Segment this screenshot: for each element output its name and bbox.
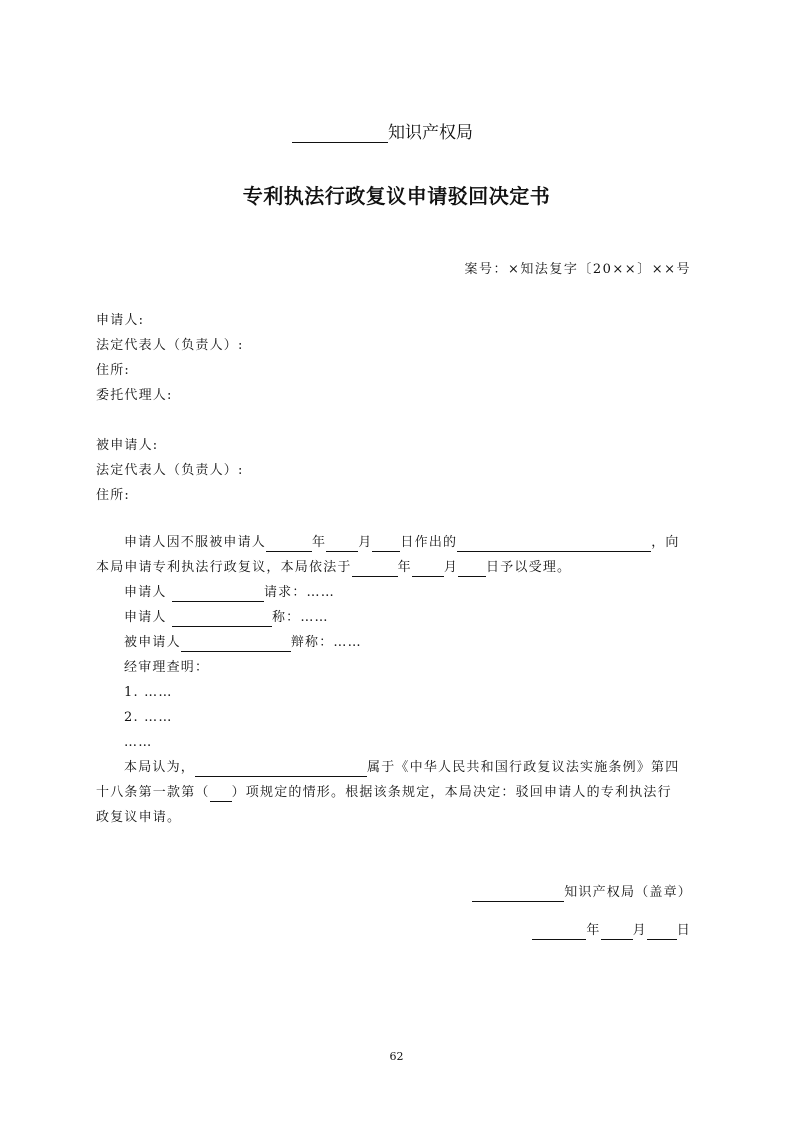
paragraph-1-line-1 bbox=[124, 534, 680, 552]
respondent-name-label: 被申请人: bbox=[96, 438, 159, 453]
p1-text-a: 申请人因不服被申请人 bbox=[124, 535, 267, 550]
finding-ellipsis: …… bbox=[124, 735, 153, 750]
p2-text-a: 本局申请专利执法行政复议，本局依法于 bbox=[96, 560, 352, 575]
finding-item-2: 2. …… bbox=[124, 710, 173, 725]
claim-suffix: 称：…… bbox=[271, 610, 329, 625]
blank-respondent-defense bbox=[181, 637, 291, 652]
blank-decision-name bbox=[457, 537, 651, 552]
applicant-rep-label: 法定代表人（负责人）: bbox=[96, 338, 244, 353]
respondent-address-label: 住所: bbox=[96, 488, 130, 503]
finding-item-1: 1. …… bbox=[124, 685, 173, 700]
office-suffix: 知识产权局 bbox=[388, 123, 473, 143]
claim-label: 申请人 bbox=[124, 610, 167, 625]
conclusion-line-1 bbox=[124, 759, 679, 777]
case-number: 案号：×知法复字〔20××〕××号 bbox=[464, 262, 691, 277]
blank-signature-office bbox=[472, 887, 564, 902]
conclusion-line-3: 政复议申请。 bbox=[96, 810, 182, 825]
signature-office bbox=[472, 884, 692, 902]
blank-applicant-claim bbox=[172, 612, 272, 627]
blank-sign-day bbox=[647, 925, 677, 940]
applicant-claim-line bbox=[124, 609, 329, 627]
blank-applicant-request bbox=[172, 587, 264, 602]
signature-date bbox=[532, 922, 691, 940]
page-number: 62 bbox=[389, 1050, 404, 1063]
office-seal-label: 知识产权局（盖章） bbox=[564, 885, 692, 900]
applicant-address-label: 住所: bbox=[96, 363, 130, 378]
defense-suffix: 辩称：…… bbox=[290, 635, 362, 650]
p2-month: 月 bbox=[443, 560, 459, 575]
sign-day: 日 bbox=[676, 923, 691, 938]
sign-month: 月 bbox=[632, 923, 647, 938]
blank-conclusion-reason bbox=[195, 762, 367, 777]
conclusion-line-2 bbox=[96, 784, 672, 802]
request-suffix: 请求：…… bbox=[263, 585, 335, 600]
office-name-blank bbox=[292, 124, 388, 143]
blank-day-2 bbox=[458, 562, 486, 577]
blank-item-number bbox=[210, 787, 232, 802]
applicant-request-line bbox=[124, 584, 335, 602]
p1-year: 年 bbox=[312, 535, 327, 550]
conclusion-c: 十八条第一款第（ bbox=[96, 785, 210, 800]
p2-year: 年 bbox=[397, 560, 412, 575]
applicant-name-label: 申请人: bbox=[96, 313, 145, 328]
blank-year-1 bbox=[266, 537, 312, 552]
respondent-defense-line bbox=[124, 634, 362, 652]
blank-year-2 bbox=[352, 562, 398, 577]
conclusion-a: 本局认为， bbox=[124, 760, 196, 775]
review-found: 经审理查明： bbox=[124, 660, 210, 675]
blank-month-1 bbox=[326, 537, 358, 552]
conclusion-b: 属于《中华人民共和国行政复议法实施条例》第四 bbox=[367, 760, 680, 775]
paragraph-1-line-2 bbox=[96, 559, 571, 577]
p2-accepted: 日予以受理。 bbox=[486, 560, 572, 575]
p1-month: 月 bbox=[358, 535, 373, 550]
request-label: 申请人 bbox=[124, 585, 167, 600]
respondent-rep-label: 法定代表人（负责人）: bbox=[96, 463, 244, 478]
p1-day-made: 日作出的 bbox=[400, 535, 458, 550]
sign-year: 年 bbox=[586, 923, 601, 938]
blank-day-1 bbox=[372, 537, 400, 552]
blank-sign-month bbox=[601, 925, 633, 940]
blank-sign-year bbox=[532, 925, 586, 940]
office-name-line bbox=[292, 118, 473, 143]
defense-label: 被申请人 bbox=[124, 635, 181, 650]
blank-month-2 bbox=[412, 562, 444, 577]
p1-end: ，向 bbox=[651, 535, 680, 550]
document-title: 专利执法行政复议申请驳回决定书 bbox=[242, 184, 551, 208]
conclusion-d: ）项规定的情形。根据该条规定，本局决定：驳回申请人的专利执法行 bbox=[231, 785, 672, 800]
applicant-agent-label: 委托代理人: bbox=[96, 388, 173, 403]
